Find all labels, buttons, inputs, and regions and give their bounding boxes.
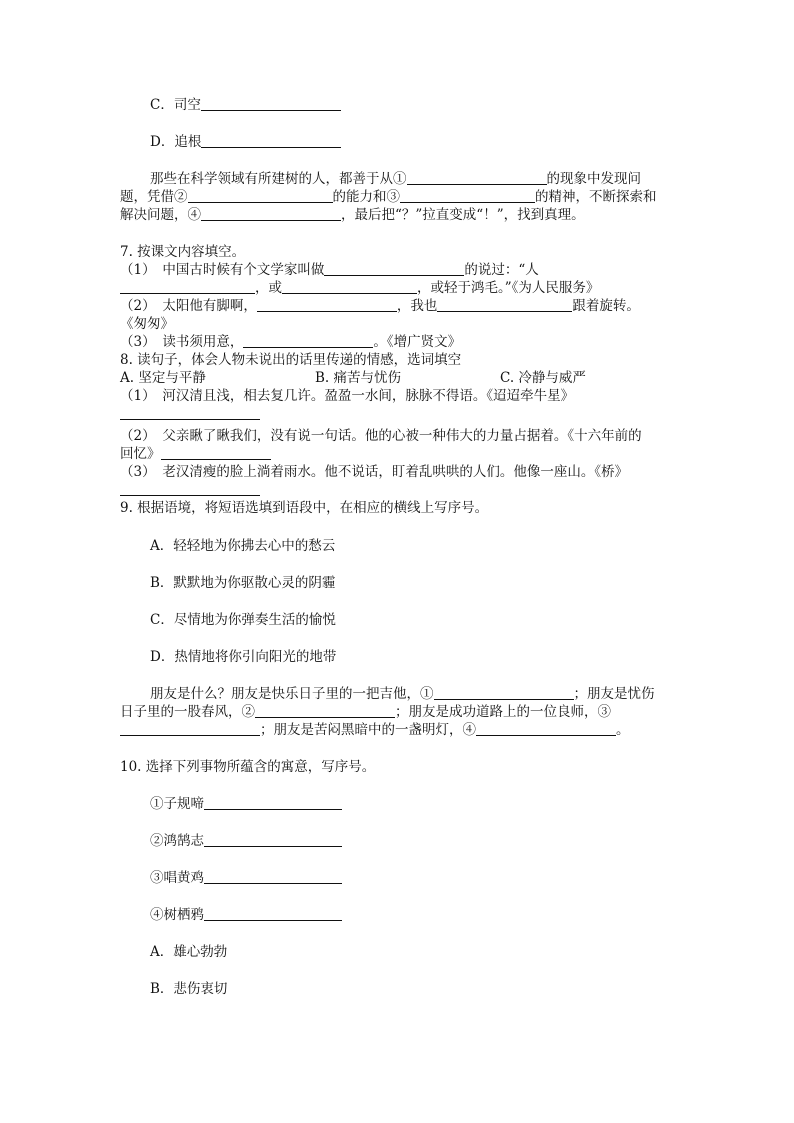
- q10-title: 10. 选择下列事物所蕴含的寓意，写序号。: [120, 759, 376, 775]
- item-text: 。《增广贤文》: [373, 334, 462, 350]
- paragraph-text: 的现象中发现问: [546, 171, 641, 187]
- paragraph-text: 的精神，不断探索和: [535, 189, 657, 205]
- item-text: ，或: [255, 280, 282, 296]
- answer-blank-3[interactable]: [400, 188, 535, 203]
- q8-sentence-1: （1） 河汉清且浅，相去复几许。盈盈一水间，脉脉不得语。《迢迢牵牛星》: [120, 388, 575, 404]
- item-text: （3） 读书须用意，: [120, 334, 244, 350]
- answer-blank[interactable]: [324, 261, 464, 276]
- answer-blank[interactable]: [161, 445, 271, 460]
- paragraph-text: ；朋友是忧伤: [573, 686, 655, 702]
- q7-item-1: [120, 261, 539, 279]
- q9-option-c: C．尽情地为你弹奏生活的愉悦: [150, 612, 336, 628]
- q8-sentence-2: （2） 父亲瞅了瞅我们，没有说一句话。他的心被一种伟大的力量占据着。《十六年前的: [120, 428, 642, 444]
- q9-paragraph-line-2: [120, 703, 611, 721]
- q9-option-d: D．热情地将你引向阳光的地带: [150, 649, 337, 665]
- q10-item-1: [150, 795, 342, 813]
- item-text: ④树栖鸦: [150, 907, 204, 923]
- q7-item-2-source: 《匆匆》: [120, 316, 174, 332]
- answer-blank[interactable]: [282, 279, 417, 294]
- answer-blank-4[interactable]: [201, 206, 341, 221]
- answer-blank[interactable]: [437, 297, 572, 312]
- q8-sentence-2-cont: [120, 445, 271, 463]
- q9-option-b: B．默默地为你驱散心灵的阴霾: [150, 575, 336, 591]
- q8-answer-1: [120, 405, 260, 423]
- answer-blank-3[interactable]: [120, 721, 260, 736]
- answer-blank[interactable]: [120, 279, 255, 294]
- q8-option-b: B. 痛苦与忧伤: [315, 370, 402, 386]
- answer-blank[interactable]: [257, 297, 397, 312]
- q10-option-b: B．悲伤衷切: [150, 981, 228, 997]
- answer-blank[interactable]: [201, 133, 341, 148]
- answer-blank[interactable]: [204, 906, 342, 921]
- answer-blank-1[interactable]: [407, 170, 547, 185]
- answer-blank[interactable]: [204, 869, 342, 884]
- paragraph-text: 朋友是什么？朋友是快乐日子里的一把吉他，①: [150, 686, 434, 702]
- q8-option-c: C. 冷静与威严: [500, 370, 586, 386]
- item-text: （1） 中国古时候有个文学家叫做: [120, 262, 325, 278]
- q10-item-3: [150, 869, 342, 887]
- paragraph-text: 那些在科学领域有所建树的人，都善于从①: [150, 171, 407, 187]
- q8-option-a: A. 坚定与平静: [120, 370, 206, 386]
- q6-paragraph-line-1: [150, 170, 641, 188]
- q8-answer-3: [120, 481, 260, 499]
- paragraph-text: ；朋友是成功道路上的一位良师，③: [395, 704, 611, 720]
- paragraph-text: ，最后把“？”拉直变成“！”，找到真理。: [341, 207, 585, 223]
- item-text: ，我也: [396, 298, 438, 314]
- q10-item-4: [150, 906, 342, 924]
- paragraph-text: 的能力和③: [332, 189, 400, 205]
- answer-blank-1[interactable]: [434, 685, 574, 700]
- item-text: 回忆》: [120, 446, 161, 462]
- answer-blank[interactable]: [120, 405, 260, 420]
- q8-sentence-3: （3） 老汉清瘦的脸上淌着雨水。他不说话，盯着乱哄哄的人们。他像一座山。《桥》: [120, 464, 629, 480]
- answer-blank[interactable]: [120, 481, 260, 496]
- q8-title: 8. 读句子，体会人物未说出的话里传递的情感，选词填空: [120, 352, 462, 368]
- answer-blank-4[interactable]: [476, 721, 616, 736]
- item-text: ①子规啼: [150, 796, 204, 812]
- item-text: 的说过：“人: [464, 262, 539, 278]
- q6-option-c-label: C．司空: [150, 97, 201, 113]
- q6-option-c: [150, 96, 341, 114]
- answer-blank[interactable]: [243, 333, 373, 348]
- answer-blank-2[interactable]: [188, 188, 333, 203]
- q10-item-2: [150, 832, 342, 850]
- paragraph-text: 日子里的一股春风，②: [120, 704, 255, 720]
- answer-blank[interactable]: [204, 795, 342, 810]
- item-text: ③唱黄鸡: [150, 870, 204, 886]
- paragraph-text: 题，凭借②: [120, 189, 188, 205]
- answer-blank-2[interactable]: [255, 703, 395, 718]
- q6-option-d-label: D．追根: [150, 134, 202, 150]
- q7-item-3: [120, 333, 461, 351]
- q10-option-a: A．雄心勃勃: [150, 944, 228, 960]
- item-text: 跟着旋转。: [572, 298, 640, 314]
- q9-paragraph-line-1: [150, 685, 655, 703]
- q6-paragraph-line-2: [120, 188, 657, 206]
- answer-blank[interactable]: [201, 96, 341, 111]
- q7-item-1-cont: [120, 279, 599, 297]
- paragraph-text: ；朋友是苦闷黑暗中的一盏明灯，④: [260, 722, 476, 738]
- q7-item-2: [120, 297, 640, 315]
- item-text: （2） 太阳他有脚啊，: [120, 298, 257, 314]
- paragraph-text: 。: [616, 722, 630, 738]
- answer-blank[interactable]: [204, 832, 342, 847]
- q6-option-d: [150, 133, 341, 151]
- q9-title: 9. 根据语境，将短语选填到语段中，在相应的横线上写序号。: [120, 500, 489, 516]
- paragraph-text: 解决问题，④: [120, 207, 201, 223]
- q9-option-a: A．轻轻地为你拂去心中的愁云: [150, 538, 336, 554]
- item-text: ，或轻于鸿毛。”《为人民服务》: [417, 280, 600, 296]
- q6-paragraph-line-3: [120, 206, 585, 224]
- q7-title: 7. 按课文内容填空。: [120, 244, 246, 260]
- q9-paragraph-line-3: [120, 721, 630, 739]
- item-text: ②鸿鹄志: [150, 833, 204, 849]
